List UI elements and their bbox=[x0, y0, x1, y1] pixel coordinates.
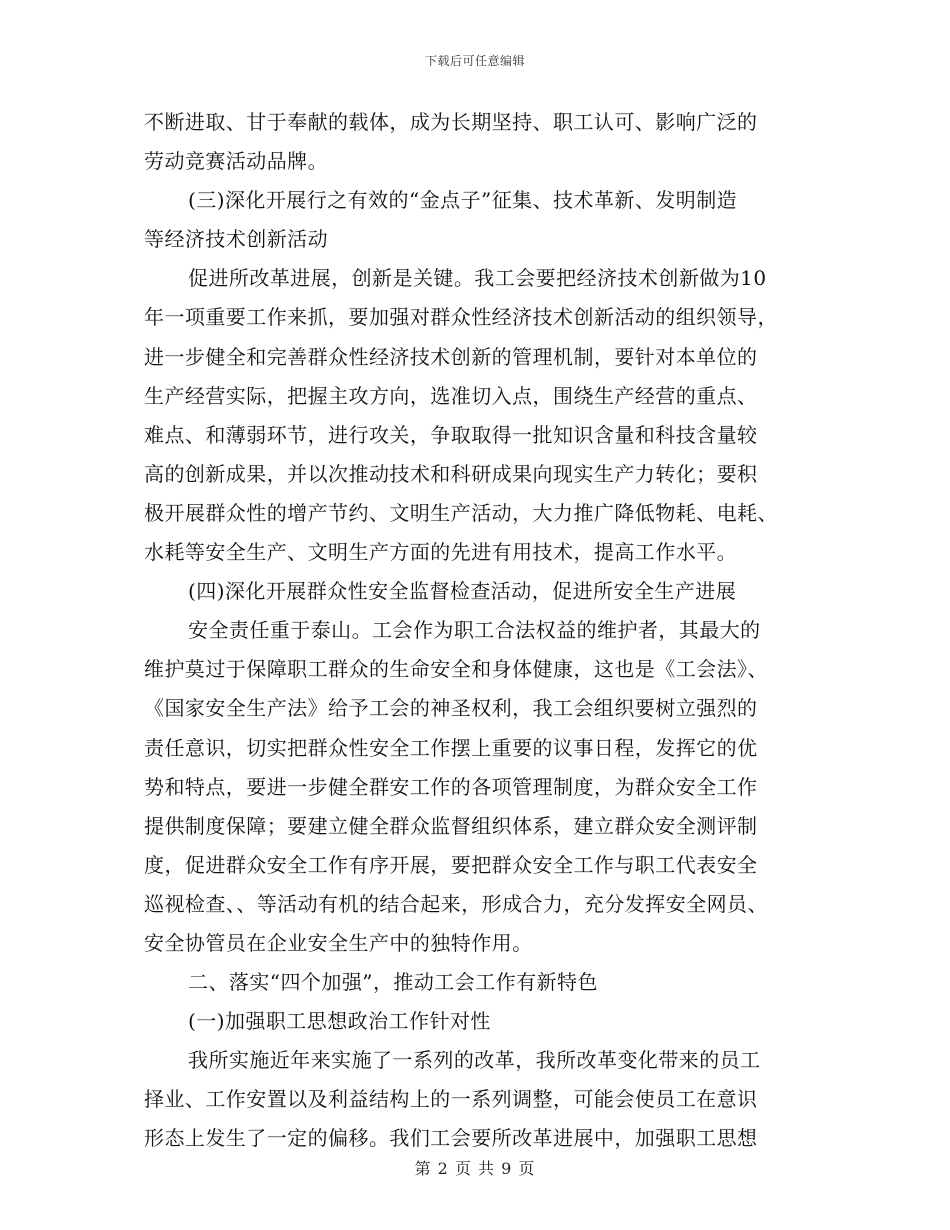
document-body bbox=[144, 103, 804, 1159]
text-line: 不断进取、甘于奉献的载体，成为长期坚持、职工认可、影响广泛的 bbox=[144, 110, 758, 134]
text-line: 提供制度保障；要建立健全群众监督组织体系，建立群众安全测评制 bbox=[144, 813, 758, 838]
text-line: (四)深化开展群众性安全监督检查活动，促进所安全生产进展 bbox=[188, 579, 737, 604]
text-line: 安全责任重于泰山。工会作为职工合法权益的维护者，其最大的 bbox=[188, 618, 761, 643]
text-line: 安全协管员在企业安全生产中的独特作用。 bbox=[144, 930, 533, 955]
text-line: 等经济技术创新活动 bbox=[144, 227, 329, 252]
text-line: (一)加强职工思想政治工作针对性 bbox=[188, 1009, 491, 1034]
text-line: 难点、和薄弱环节，进行攻关，争取取得一批知识含量和科技含量较 bbox=[144, 422, 758, 447]
text-line: 形态上发生了一定的偏移。我们工会要所改革进展中，加强职工思想 bbox=[144, 1126, 758, 1151]
text-line: 生产经营实际，把握主攻方向，选准切入点，围绕生产经营的重点、 bbox=[144, 383, 758, 408]
text-line: 促进所改革进展，创新是关键。我工会要把经济技术创新做为10 bbox=[188, 266, 767, 291]
text-line: (三)深化开展行之有效的“金点子”征集、技术革新、发明制造 bbox=[188, 188, 738, 213]
text-line: 巡视检查、、等活动有机的结合起来，形成合力，充分发挥安全网员、 bbox=[144, 891, 768, 916]
text-line: 《国家安全生产法》给予工会的神圣权利，我工会组织要树立强烈的 bbox=[144, 696, 758, 721]
text-line: 度，促进群众安全工作有序开展，要把群众安全工作与职工代表安全 bbox=[144, 852, 758, 877]
text-line: 水耗等安全生产、文明生产方面的先进有用技术，提高工作水平。 bbox=[144, 540, 738, 565]
text-line: 我所实施近年来实施了一系列的改革，我所改革变化带来的员工 bbox=[188, 1048, 761, 1073]
page-footer: 第 2 页 共 9 页 bbox=[414, 1159, 536, 1178]
text-line: 高的创新成果，并以次推动技术和科研成果向现实生产力转化；要积 bbox=[144, 461, 758, 486]
text-line: 二、落实“四个加强”，推动工会工作有新特色 bbox=[188, 970, 598, 995]
text-line: 势和特点，要进一步健全群安工作的各项管理制度，为群众安全工作 bbox=[144, 774, 758, 799]
text-line: 劳动竞赛活动品牌。 bbox=[144, 149, 329, 174]
text-line: 进一步健全和完善群众性经济技术创新的管理机制，要针对本单位的 bbox=[144, 344, 758, 369]
text-line: 年一项重要工作来抓，要加强对群众性经济技术创新活动的组织领导， bbox=[144, 305, 778, 330]
text-line: 极开展群众性的增产节约、文明生产活动，大力推广降低物耗、电耗、 bbox=[144, 500, 778, 525]
text-line: 责任意识，切实把群众性安全工作摆上重要的议事日程，发挥它的优 bbox=[144, 735, 758, 760]
page-header: 下载后可任意编辑 bbox=[424, 54, 525, 68]
text-line: 择业、工作安置以及利益结构上的一系列调整，可能会使员工在意识 bbox=[144, 1087, 758, 1112]
text-line: 维护莫过于保障职工群众的生命安全和身体健康，这也是《工会法》、 bbox=[144, 657, 768, 682]
